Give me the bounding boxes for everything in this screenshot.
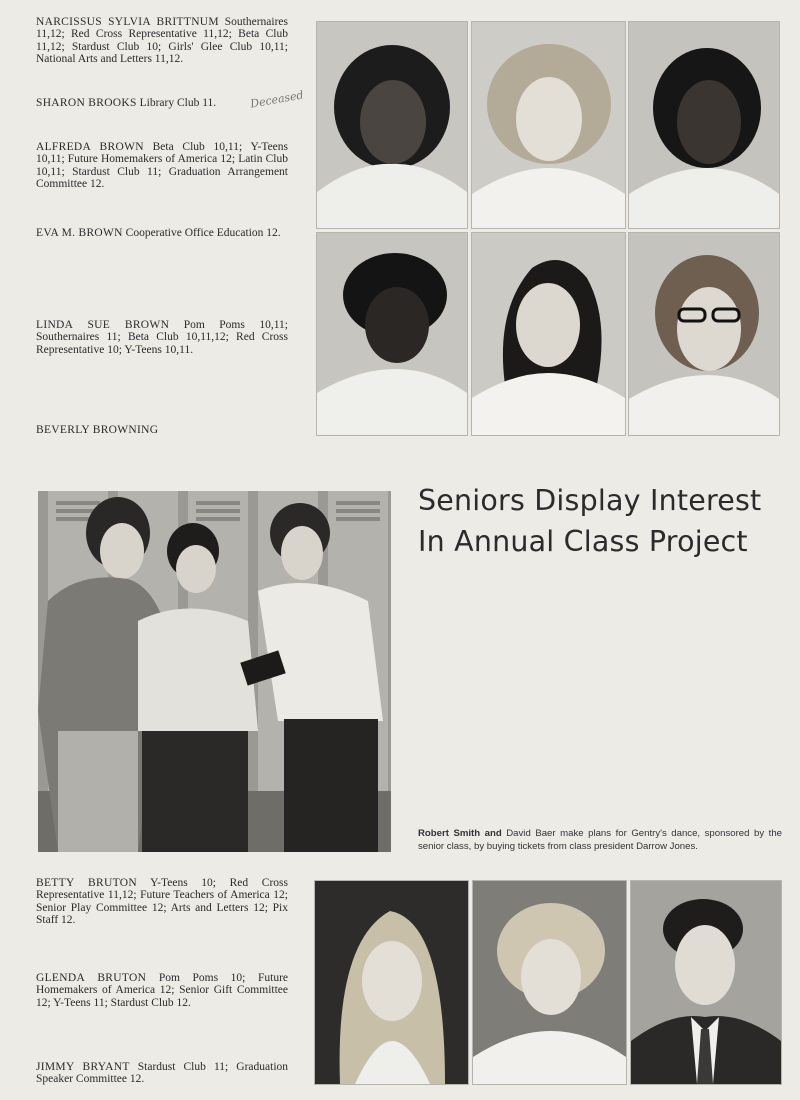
bio-name: LINDA SUE BROWN: [36, 319, 170, 331]
bio-details: Stardust Club 11; Graduation Speaker Committee 12.: [36, 1061, 289, 1086]
handwritten-note: Deceased: [249, 88, 305, 111]
portrait-betty-bruton-image: [315, 881, 468, 1084]
portrait-brooks: [471, 21, 626, 229]
bio-eva-brown: [36, 227, 288, 239]
portrait-brooks-image: [472, 22, 625, 228]
group-photo-ticket-sale: [38, 491, 391, 852]
photo-caption: [418, 828, 782, 853]
bio-name: SHARON BROOKS: [36, 97, 137, 109]
bio-details: Southernaires 11,12; Red Cross Representative 11,12; Beta Club 11,12; Stardust Club 10; Girls' Glee Club 10,11; National Arts and Letters 11,12.: [36, 16, 288, 66]
portrait-brittnum: [316, 21, 468, 229]
portrait-eva-brown: [316, 232, 468, 436]
portrait-jimmy-bryant: [630, 880, 782, 1085]
bio-details: Cooperative Office Education 12.: [125, 227, 281, 239]
bio-details: Y-Teens 10; Red Cross Representative 11,12; Future Teachers of America 12; Senior Play Committee 12; Arts and Letters 12; Pix Staff 12.: [36, 877, 289, 927]
caption-text: David Baer make plans for Gentry's dance, sponsored by the senior class, by buying tickets from class president Darrow Jones.: [418, 828, 782, 852]
portrait-linda-brown: [471, 232, 626, 436]
portrait-betty-bruton: [314, 880, 469, 1085]
bio-name: JIMMY BRYANT: [36, 1061, 130, 1073]
group-photo-image: [38, 491, 391, 852]
bio-linda-brown: [36, 319, 288, 356]
bio-name: GLENDA BRUTON: [36, 972, 147, 984]
bio-name: NARCISSUS SYLVIA BRITTNUM: [36, 16, 219, 28]
bio-details: Beta Club 10,11; Y-Teens 10,11; Future Homemakers of America 12; Latin Club 10,11; Stardust Club 11; Graduation Arrangement Committee 12.: [36, 141, 289, 191]
bio-brittnum: [36, 16, 288, 66]
portrait-eva-brown-image: [317, 233, 467, 435]
portrait-beverly-browning-image: [629, 233, 779, 435]
portrait-beverly-browning: [628, 232, 780, 436]
portrait-linda-brown-image: [472, 233, 625, 435]
bio-name: BETTY BRUTON: [36, 877, 137, 889]
bio-details: Library Club 11.: [139, 97, 217, 109]
caption-lead: Robert Smith and: [418, 828, 502, 839]
bio-name: ALFREDA BROWN: [36, 141, 144, 153]
bio-alfreda-brown: [36, 141, 288, 191]
bio-jimmy-bryant: [36, 1061, 288, 1086]
bio-name: BEVERLY BROWNING: [36, 424, 159, 436]
portrait-glenda-bruton-image: [473, 881, 626, 1084]
bio-betty-bruton: [36, 877, 288, 927]
headline-line-2: In Annual Class Project: [418, 525, 748, 558]
bio-glenda-bruton: [36, 972, 288, 1009]
portrait-alfreda-brown-image: [629, 22, 779, 228]
article-headline: [418, 480, 788, 562]
portrait-alfreda-brown: [628, 21, 780, 229]
portrait-brittnum-image: [317, 22, 467, 228]
portrait-glenda-bruton: [472, 880, 627, 1085]
bio-details: Pom Poms 10; Future Homemakers of America 12; Senior Gift Committee 12; Y-Teens 11; Stardust Club 12.: [36, 972, 289, 1009]
portrait-jimmy-bryant-image: [631, 881, 781, 1084]
bio-beverly-browning: [36, 424, 288, 436]
headline-line-1: Seniors Display Interest: [418, 484, 762, 517]
bio-details: Pom Poms 10,11; Southernaires 11; Beta Club 10,11,12; Red Cross Representative 10; Y-Teens 10,11.: [36, 319, 288, 356]
bio-name: EVA M. BROWN: [36, 227, 123, 239]
